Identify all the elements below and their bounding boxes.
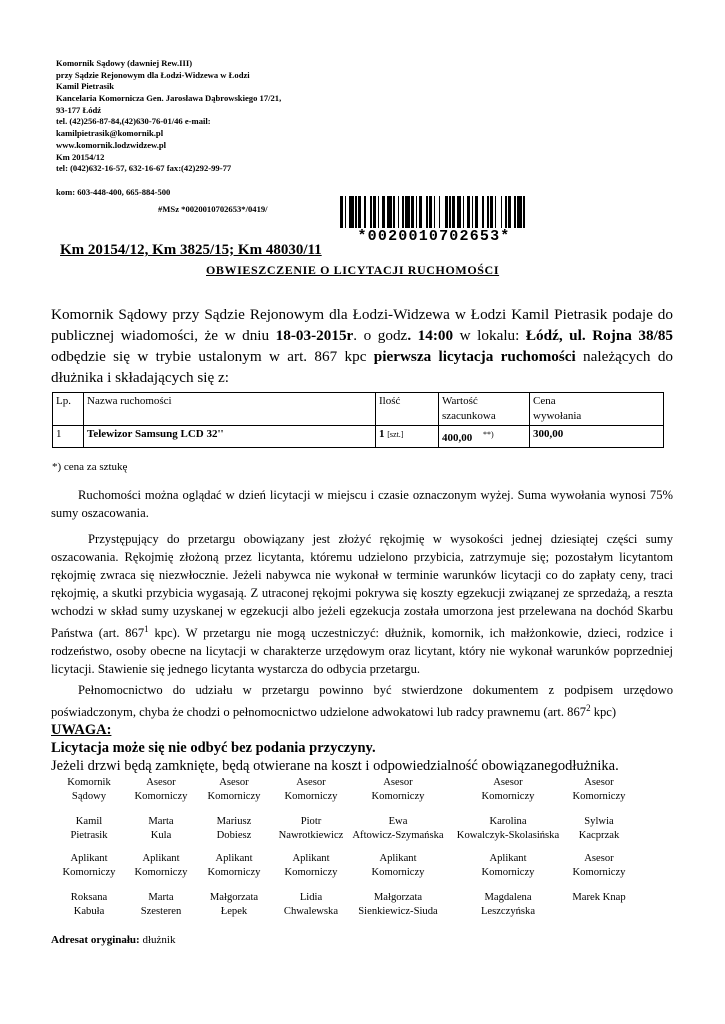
staff-role-line: Asesor: [584, 777, 614, 788]
staff-name-line: Kamil: [75, 816, 103, 827]
proxy-paragraph: [51, 681, 673, 721]
barcode-bar: [525, 196, 528, 228]
staff-role-line: Aplikant: [292, 853, 330, 864]
staff-name-line: Lidia: [299, 892, 323, 903]
staff-name: [529, 891, 669, 905]
auction-type: pierwsza licytacja ruchomości: [373, 348, 576, 365]
row-name: Telewizor Samsung LCD 32'': [84, 426, 376, 448]
staff-role-line: Asesor: [493, 777, 523, 788]
row-qty-unit: [szt.]: [387, 430, 404, 439]
intro-text: . o godz: [353, 327, 408, 344]
document-reference: #MSz *0020010702653*/0419/: [158, 204, 268, 214]
header-line: tel. (42)256-87-84,(42)630-76-01/46 e-mail:: [56, 116, 211, 127]
row-value-mark: **): [483, 430, 494, 439]
staff-role-line: Komorniczy: [481, 866, 535, 878]
row-qty-value: 1: [379, 428, 385, 440]
staff-role-line: Asesor: [383, 777, 413, 788]
staff-name-line: Sylwia: [584, 816, 614, 827]
col-value-l2: szacunkowa: [442, 410, 496, 422]
staff-role-line: Komorniczy: [572, 790, 626, 802]
staff-role-line: Asesor: [296, 777, 326, 788]
header-line: 93-177 Łódź: [56, 104, 102, 115]
staff-name-line: Marek Knap: [572, 892, 626, 903]
bailiff-header: [56, 58, 281, 198]
staff-role-line: Sądowy: [71, 790, 107, 802]
cancellation-note: Licytacja może się nie odbyć bez podania przyczyny.: [51, 740, 376, 756]
deposit-text: kpc). W przetargu nie mogą uczestniczyć: dłużnik, komornik, ich małżonkowie, dzieci, rodzice i rodzeństwo, osoby obecne na licytacji w charakterze urzędowym oraz licytant, który nie wykonał warunków poprzedniej licytacji. Stawienie się jednego licytanta wystarcza do odbycia przetargu.: [51, 626, 673, 677]
staff-role-line: Aplikant: [215, 853, 253, 864]
superscript: 2: [586, 703, 591, 713]
staff-name-line: Chwalewska: [283, 905, 339, 917]
staff-role-line: Asesor: [146, 777, 176, 788]
recipient-value: dłużnik: [139, 934, 176, 946]
staff-name-line: Leszczyńska: [480, 905, 536, 917]
header-line: Kancelaria Komornicza Gen. Jarosława Dąbrowskiego 17/21,: [56, 93, 282, 104]
staff-role-line: Komorniczy: [134, 866, 188, 878]
staff-role-line: Komorniczy: [371, 790, 425, 802]
superscript: 1: [144, 624, 149, 634]
staff-role-line: Komorniczy: [572, 866, 626, 878]
staff-role-line: Komorniczy: [207, 790, 261, 802]
intro-paragraph: [51, 304, 673, 388]
staff-name-line: Szesteren: [140, 905, 182, 917]
staff-role-line: Asesor: [219, 777, 249, 788]
staff-role-line: Komorniczy: [207, 866, 261, 878]
col-qty: Ilość: [376, 393, 439, 426]
staff-name-line: Kula: [150, 829, 172, 841]
items-table: [52, 392, 664, 448]
col-price: [530, 393, 664, 426]
staff-name-line: Kowalczyk-Skolasińska: [456, 829, 560, 841]
header-email: kamilpietrasik@komornik.pl: [56, 128, 164, 139]
col-lp: Lp.: [53, 393, 84, 426]
staff-role-line: Komorniczy: [371, 866, 425, 878]
header-line: tel: (042)632-16-57, 632-16-67 fax:(42)292-99-77: [56, 163, 232, 174]
staff-name-line: Marta: [148, 816, 174, 827]
header-line: kom: 603-448-400, 665-884-500: [56, 186, 171, 197]
staff-role-line: Aplikant: [379, 853, 417, 864]
deposit-paragraph: [51, 530, 673, 678]
proxy-text: kpc): [590, 705, 617, 720]
staff-role: [529, 776, 669, 803]
staff-name-line: Roksana: [70, 892, 108, 903]
header-line: Kamil Pietrasik: [56, 81, 114, 92]
viewing-paragraph: Ruchomości można oglądać w dzień licytacji w miejscu i czasie oznaczonym wyżej. Suma wywołania wynosi 75% sumy oszacowania.: [51, 488, 673, 520]
barcode: [340, 196, 528, 244]
staff-name-line: Piotr: [300, 816, 322, 827]
staff-role-line: Komorniczy: [284, 790, 338, 802]
auction-date: 18-03-2015r: [275, 327, 354, 344]
barcode-text: *0020010702653*: [357, 228, 511, 245]
staff-role-line: Asesor: [584, 853, 614, 864]
staff-name-line: Łepek: [220, 905, 248, 917]
deposit-text: Przystępujący do przetargu obowiązany jest złożyć rękojmię w wysokości jednej dziesiątej części sumy oszacowania. Rękojmię złożoną przez licytanta, któremu udzielono przybicia, zatrzymuje się; pozostałym licytantom rękojmię zwraca się niezwłocznie. Jeżeli nabywca nie wykonał w terminie warunków licytacji co do zapłaty ceny, traci rękojmię, a skutki przybicia wygasają. Z utraconej rękojmi pokrywa się koszty egzekucji związanej ze sprzedażą, a reszta wchodzi w skład sumy uzyskanej w egzekucji albo jeżeli egzekucja została umorzona jest przelewana na dochód Skarbu Państwa (art. 867: [51, 532, 673, 641]
staff-role-line: Komornik: [67, 777, 111, 788]
staff-role-line: Aplikant: [489, 853, 527, 864]
col-value-l1: Wartość: [442, 395, 478, 407]
staff-name-line: Małgorzata: [209, 892, 259, 903]
staff-name-line: Aftowicz-Szymańska: [352, 829, 444, 841]
intro-text: odbędzie się w trybie ustalonym w art. 867 kpc: [51, 348, 374, 365]
col-price-l2: wywołania: [533, 410, 582, 422]
header-line: Komornik Sądowy (dawniej Rew.III): [56, 58, 193, 68]
header-website: www.komornik.lodzwidzew.pl: [56, 139, 167, 150]
door-note: Jeżeli drzwi będą zamknięte, będą otwierane na koszt i odpowiedzialność obowiązanegodłużnika.: [51, 758, 619, 774]
auction-place: Łódź, ul. Rojna 38/85: [525, 327, 674, 344]
table-header-row: [53, 393, 664, 426]
header-line: Km 20154/12: [56, 151, 105, 162]
header-line: przy Sądzie Rejonowym dla Łodzi-Widzewa w Łodzi: [56, 69, 250, 80]
table-row: [53, 426, 664, 448]
row-value: [439, 426, 530, 448]
staff-role-line: Komorniczy: [284, 866, 338, 878]
row-value-amount: 400,00: [442, 432, 473, 444]
staff-name-line: Marta: [148, 892, 174, 903]
proxy-text: Pełnomocnictwo do udziału w przetargu powinno być stwierdzone dokumentem z podpisem urzędowo poświadczonym, chyba że chodzi o pełnomocnictwo udzielone adwokatowi lub radcy prawnemu (art. 867: [51, 683, 673, 720]
col-value: [439, 393, 530, 426]
staff-role-line: Komorniczy: [62, 866, 116, 878]
staff-role: [529, 852, 669, 879]
staff-role-line: Komorniczy: [481, 790, 535, 802]
row-price: 300,00: [530, 426, 664, 448]
staff-role-line: Aplikant: [142, 853, 180, 864]
auction-time: . 14:00: [407, 327, 454, 344]
staff-role-line: Aplikant: [70, 853, 108, 864]
col-name: Nazwa ruchomości: [84, 393, 376, 426]
recipient-label: Adresat oryginału:: [51, 934, 140, 946]
header-line: [56, 175, 281, 187]
recipient: [51, 934, 175, 946]
staff-name-line: Pietrasik: [70, 829, 108, 841]
staff-name-line: Mariusz: [216, 816, 252, 827]
staff-name-line: Nawrotkiewicz: [278, 829, 344, 841]
intro-text: Komornik Sądowy przy Sądzie Rejonowym dla Łodzi-Widzewa w Łodzi Kamil Pietrasik podaje do publicznej wiadomości, że w dniu: [51, 306, 673, 344]
intro-text: w lokalu:: [453, 327, 526, 344]
staff-name-line: Sienkiewicz-Siuda: [358, 905, 438, 917]
staff-name-line: Magdalena: [484, 892, 532, 903]
staff-name-line: Ewa: [388, 816, 408, 827]
row-lp: 1: [53, 426, 84, 448]
case-numbers: Km 20154/12, Km 3825/15; Km 48030/11: [60, 242, 322, 258]
barcode-bars: [340, 196, 528, 228]
staff-name-line: Małgorzata: [373, 892, 423, 903]
row-qty: [376, 426, 439, 448]
notice-title: OBWIESZCZENIE O LICYTACJI RUCHOMOŚCI: [206, 263, 500, 277]
staff-name-line: Kabuła: [73, 905, 105, 917]
staff-name-line: Dobiesz: [216, 829, 252, 841]
staff-name: [529, 815, 669, 842]
staff-role-line: Komorniczy: [134, 790, 188, 802]
intro-text: należących do dłużnika i składających się z:: [51, 348, 674, 386]
staff-name-line: Karolina: [489, 816, 527, 827]
warning-heading: UWAGA:: [51, 722, 112, 738]
footnote: *) cena za sztukę: [52, 461, 128, 473]
col-price-l1: Cena: [533, 395, 556, 407]
staff-name-line: Kacprzak: [578, 829, 620, 841]
